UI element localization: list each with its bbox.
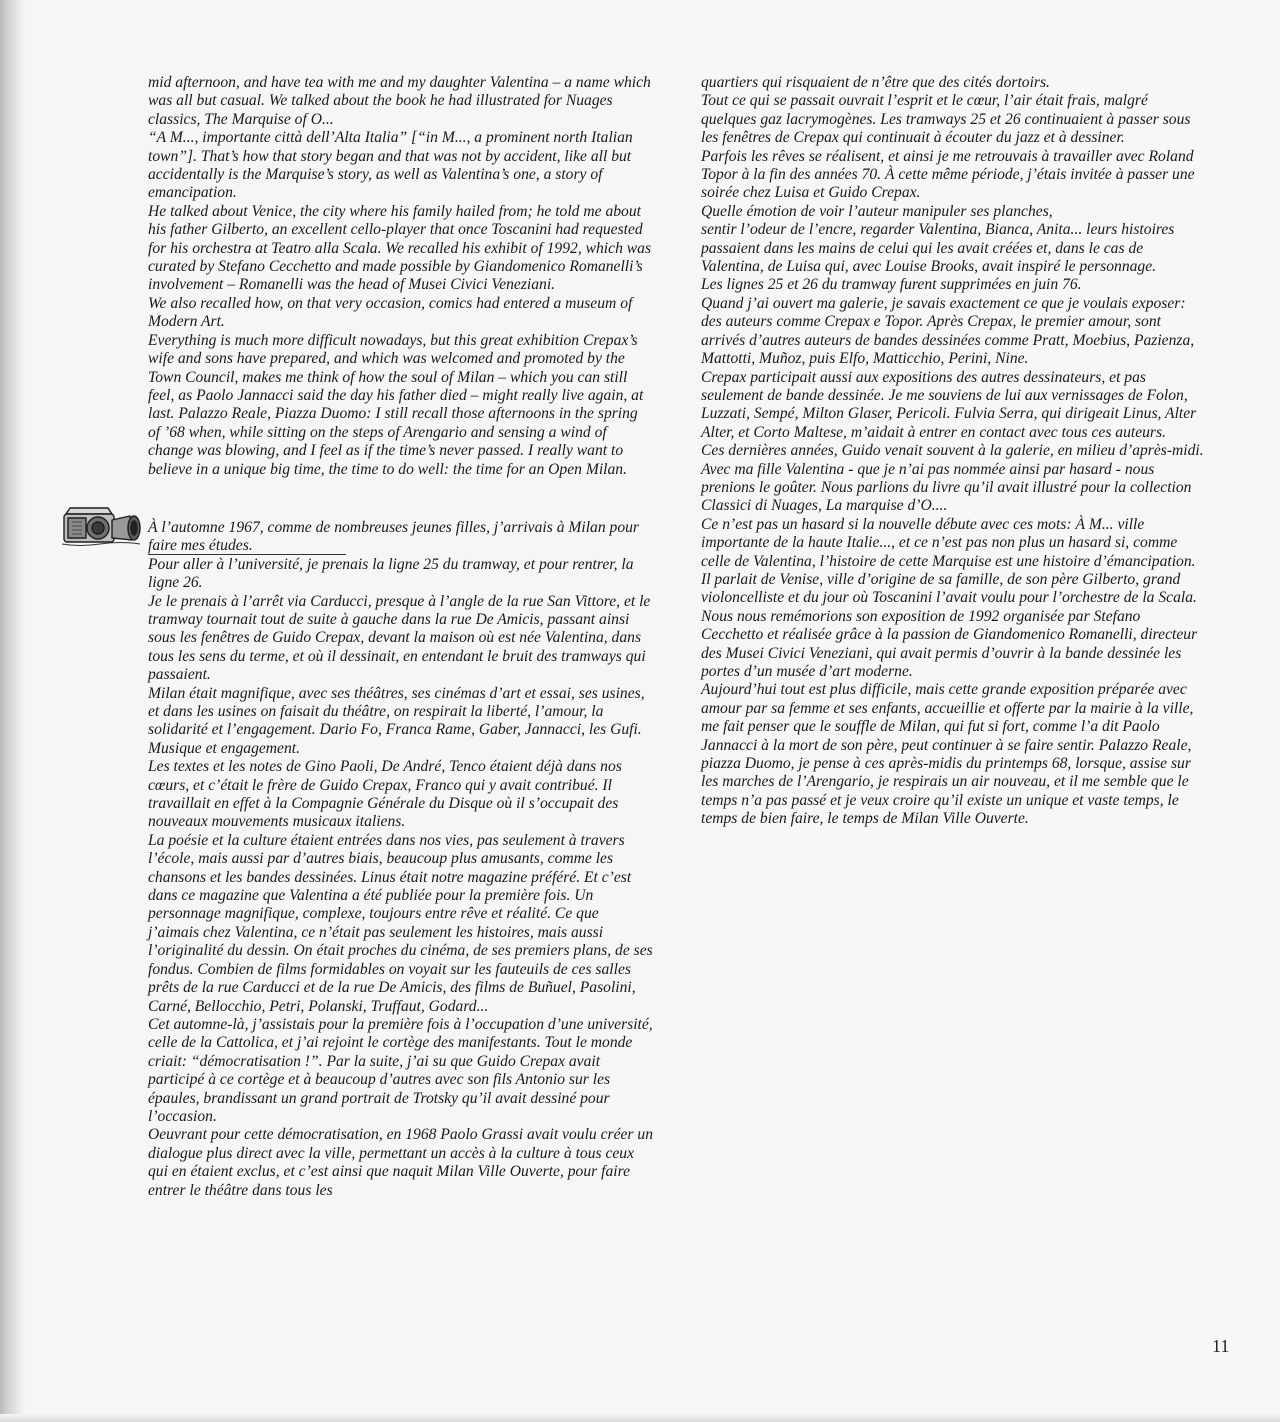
left-column — [148, 74, 653, 1200]
book-binding-shadow — [0, 0, 24, 1422]
paragraph: Les lignes 25 et 26 du tramway furent supprimées en juin 76. — [701, 276, 1082, 294]
paragraph: Les textes et les notes de Gino Paoli, De André, Tenco étaient déjà dans nos cœurs, et c’était le frère de Guido Crepax, Franco qui y avait contribué. Il travaillait en effet à la Compagnie Générale du Disque où il s’occupait des nouveaux mouvements musicaux italiens. — [148, 758, 622, 831]
paragraph: Je le prenais à l’arrêt via Carducci, presque à l’angle de la rue San Vittore, et le tramway tournait tout de suite à gauche dans la rue De Amicis, passant ainsi sous les fenêtres de Guido Crepax, devant la maison où est née Valentina, dans tous les sens du terme, et où il dessinait, en entendant le bruit des tramways qui passaient. — [148, 592, 651, 684]
paragraph: Il parlait de Venise, ville d’origine de sa famille, de son père Gilberto, grand violoncelliste et du jour où Toscanini l’avait voulu pour l’orchestre de la Scala. Nous nous remémorions son exposition de 1992 organisée par Stefano Cecchetto et réalisée grâce à la passion de Giandomenico Romanelli, directeur des Musei Civici Veneziani, qui avait permis d’ouvrir à la bande dessinée les portes d’un musée d’art moderne. — [701, 570, 1198, 680]
paragraph: Milan était magnifique, avec ses théâtres, ses cinémas d’art et essai, ses usines, et dans les usines on faisait du théâtre, on respirait la liberté, l’amour, la solidarité et l’engagement. Dario Fo, Franca Rame, Gaber, Jannacci, les Gufi. Musique et engagement. — [148, 684, 645, 757]
camera-sketch-icon — [60, 500, 150, 548]
paragraph: mid afternoon, and have tea with me and my daughter Valentina – a name which was all but casual. We talked about the book he had illustrated for Nuages classics, The Marquise of O... — [148, 74, 651, 128]
paragraph: Cet automne-là, j’assistais pour la première fois à l’occupation d’une université, celle de la Cattolica, et j’ai rejoint le cortège des manifestants. Tout le monde criait: “démocratisation !”. Par la suite, j’ai su que Guido Crepax avait participé à ce cortège et à beaucoup d’autres avec son fils Antonio sur les épaules, brandissant un grand portrait de Trotsky qu’il avait dessiné pour l’occasion. — [148, 1015, 653, 1125]
paragraph: Ces dernières années, Guido venait souvent à la galerie, en milieu d’après-midi. Avec ma fille Valentina - que je n’ai pas nommée ainsi par hasard - nous prenions le goûter. Nous parlions du livre qu’il avait illustré pour la collection Classici di Nuages, La marquise d’O.... — [701, 442, 1204, 515]
paragraph: Pour aller à l’université, je prenais la ligne 25 du tramway, et pour rentrer, la ligne 26. — [148, 555, 634, 592]
paragraph: La poésie et la culture étaient entrées dans nos vies, pas seulement à travers l’école, mais aussi par d’autres biais, beaucoup plus amusants, comme les chansons et les bandes dessinées. Linus était notre magazine préféré. Et c’est dans ce magazine que Valentina a été publiée pour la première fois. Un personnage magnifique, complexe, toujours entre rêve et réalité. Ce que j’aimais chez Valentina, ce n’était pas seulement les histoires, mais aussi l’originalité du dessin. On était proches du cinéma, de ses premiers plans, de ses fondus. Combien de films formidables on voyait sur les fauteuils de ces salles prêts de la rue Carducci et de la rue De Amicis, des films de Buñuel, Pasolini, Carné, Bellocchio, Petri, Polanski, Truffaut, Godard... — [148, 831, 653, 1015]
paragraph: Oeuvrant pour cette démocratisation, en 1968 Paolo Grassi avait voulu créer un dialogue plus direct avec la ville, permettant un accès à la culture à tous ceux qui en étaient exclus, et c’est ainsi que naquit Milan Ville Ouverte, pour faire entrer le théâtre dans tous les — [148, 1126, 653, 1199]
paragraph: Quand j’ai ouvert ma galerie, je savais exactement ce que je voulais exposer: des auteurs comme Crepax e Topor. Après Crepax, le premier amour, sont arrivés d’autres auteurs de bandes dessinées comme Pratt, Moebius, Pazienza, Mattotti, Muñoz, puis Elfo, Matticchio, Perini, Nine. — [701, 294, 1195, 368]
paragraph: He talked about Venice, the city where his family hailed from; he told me about his father Gilberto, an excellent cello-player that once Toscanini had requested for his orchestra at Teatro alla Scala. We recalled his exhibit of 1992, which was curated by Stefano Cecchetto and made possible by Giandomenico Romanelli’s involvement – Romanelli was the head of Musei Civici Veneziani. — [148, 202, 652, 294]
paragraph: Parfois les rêves se réalisent, et ainsi je me retrouvais à travailler avec Roland Topor à la fin des années 70. À cette même période, j’étais invitée à passer une soirée chez Luisa et Guido Crepax. — [701, 147, 1195, 202]
paragraph: We also recalled how, on that very occasion, comics had entered a museum of Modern Art. — [148, 294, 633, 331]
english-text — [148, 74, 653, 479]
paragraph: Ce n’est pas un hasard si la nouvelle débute avec ces mots: À M... ville importante de la haute Italie..., et ce n’est pas non plus un hasard si, comme celle de Valentina, l’histoire de cette Marquise est une histoire d’émancipation. — [701, 515, 1196, 570]
french-text-right — [701, 74, 1206, 829]
paragraph: Tout ce qui se passait ouvrait l’esprit et le cœur, l’air était frais, malgré quelques gaz lacrymogènes. Les tramways 25 et 26 continuaient à passer sous les fenêtres de Crepax qui continuait à écouter du jazz et à dessiner. — [701, 92, 1191, 147]
paragraph: quartiers qui risquaient de n’être que des cités dortoirs. — [701, 74, 1050, 91]
paragraph: Crepax participait aussi aux expositions des autres dessinateurs, et pas seulement de bande dessinée. Je me souviens de lui aux vernissages de Folon, Luzzati, Sempé, Milton Glaser, Pericoli. Fulvia Serra, qui dirigeait Linus, Alter Alter, et Corto Maltese, m’aidait à entrer en contact avec tous ces auteurs. — [701, 368, 1197, 441]
page-bottom-edge — [0, 1414, 1280, 1422]
divider-rule — [148, 554, 346, 555]
paragraph: Quelle émotion de voir l’auteur manipuler ses planches, — [701, 202, 1053, 220]
paragraph: sentir l’odeur de l’encre, regarder Valentina, Bianca, Anita... leurs histoires passaient dans les mains de celui qui les avait créées et, dans le cas de Valentina, de Luisa qui, avec Louise Brooks, avait inspiré le personnage. — [701, 221, 1175, 276]
paragraph: “A M..., importante città dell’Alta Italia” [“in M..., a prominent north Italian town”]. That’s how that story began and that was not by accident, like all but accidentally is the Marquise’s story, as well as Valentina’s one, a story of emancipation. — [148, 129, 633, 202]
paragraph: Everything is much more difficult nowadays, but this great exhibition Crepax’s wife and sons have prepared, and which was welcomed and promoted by the Town Council, makes me think of how the soul of Milan – which you can still feel, as Paolo Jannacci said the day his father died – might really live again, at last. Palazzo Reale, Piazza Duomo: I still recall those afternoons in the spring of ’68 when, while sitting on the steps of Arengario and sensing a wind of change was blowing, and I feel as if the time’s never passed. I really want to believe in a unique big time, the time to do well: the time for an Open Milan. — [148, 331, 644, 478]
page-number: 11 — [1212, 1336, 1230, 1356]
paragraph: Aujourd’hui tout est plus difficile, mais cette grande exposition préparée avec amour par sa femme et ses enfants, accueillie et offerte par la mairie à la ville, me fait penser que le souffle de Milan, qui fut si fort, comme l’a dit Paolo Jannacci à la mort de son père, peut continuer à se faire sentir. Palazzo Reale, piazza Duomo, je pense à ces après-midis du printemps 68, lorsque, assise sur les marches de l’Arengario, je respirais un air nouveau, et il me semble que le temps n’a pas passé et je veux croire qu’il existe un unique et vaste temps, le temps de bien faire, le temps de Milan Ville Ouverte. — [701, 681, 1194, 828]
paragraph: À l’automne 1967, comme de nombreuses jeunes filles, j’arrivais à Milan pour faire mes études. — [148, 518, 639, 555]
right-column — [701, 74, 1206, 829]
french-text-left — [148, 519, 653, 1200]
